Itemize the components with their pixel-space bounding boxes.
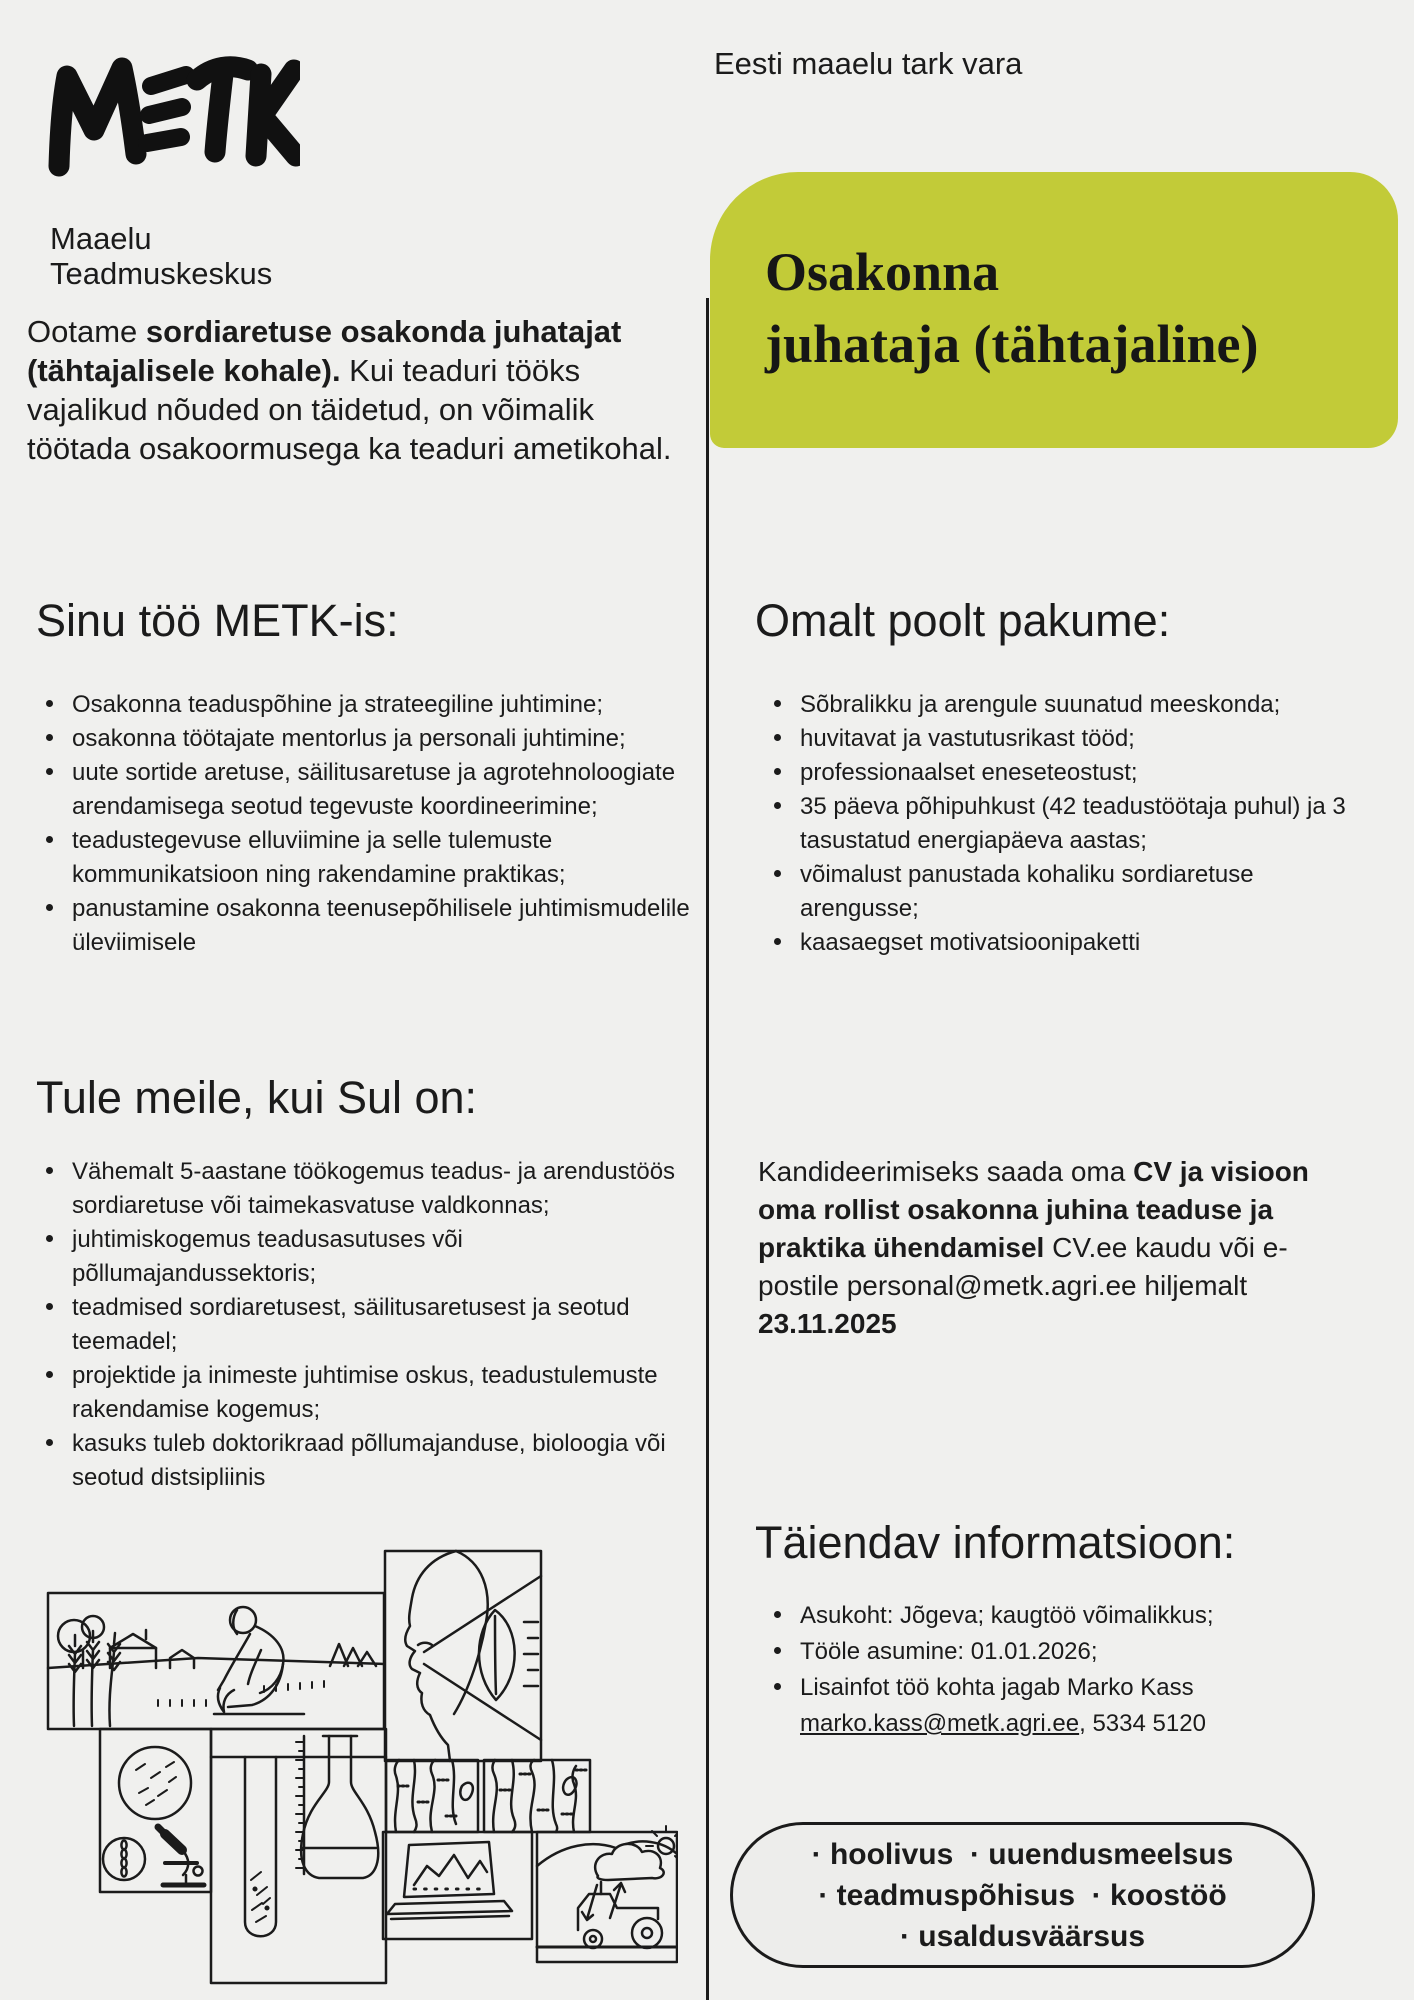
logo-letter-t bbox=[197, 67, 248, 152]
researcher-profile-leaf-panel bbox=[385, 1551, 541, 1761]
tractor-field-panel bbox=[537, 1826, 678, 1962]
logo-subtitle-line2: Teadmuskeskus bbox=[50, 256, 273, 291]
list-item bbox=[772, 1670, 1372, 1742]
list-item: teadmised sordiaretusest, säilitusaretusest ja seotud teemadel; bbox=[44, 1291, 694, 1359]
job-title bbox=[765, 236, 1258, 380]
soil-maps-panel bbox=[386, 1760, 590, 1832]
intro-text-bold: sordiaretuse osakonda juhatajat (tähtajalisele kohale). bbox=[27, 314, 622, 388]
list-item: 35 päeva põhipuhkust (42 teadustöötaja puhul) ja 3 tasustatud energiapäeva aastas; bbox=[772, 790, 1372, 858]
logo-subtitle bbox=[50, 221, 272, 291]
apply-text-middle: CV.ee kaudu või e-postile personal@metk.agri.ee hiljemalt bbox=[758, 1232, 1288, 1301]
intro-text-end: Kui teaduri tööks vajalikud nõuded on täidetud, on võimalik töötada osakoormusega ka teaduri ametikohal. bbox=[27, 353, 672, 466]
apply-paragraph bbox=[758, 1153, 1358, 1343]
field-landscape-panel bbox=[48, 1593, 384, 1729]
apply-text-bold: CV ja visioon oma rollist osakonna juhina teaduse ja praktika ühendamisel bbox=[758, 1156, 1309, 1263]
values-line1: · hoolivus · uuendusmeelsus bbox=[811, 1837, 1234, 1871]
list-item: kaasaegset motivatsioonipaketti bbox=[772, 926, 1372, 960]
additional-info-list bbox=[772, 1598, 1372, 1742]
list-item: kasuks tuleb doktorikraad põllumajanduse, bioloogia või seotud distsipliinis bbox=[44, 1427, 694, 1495]
values-pill bbox=[730, 1822, 1315, 1968]
list-item: huvitavat ja vastutusrikast tööd; bbox=[772, 722, 1372, 756]
cycle-arrows-icon bbox=[582, 1883, 625, 1920]
list-item: võimalust panustada kohaliku sordiaretuse arengusse; bbox=[772, 858, 1372, 926]
values-line2: · teadmuspõhisus · koostöö bbox=[818, 1878, 1227, 1912]
contact-phone: , 5334 5120 bbox=[1079, 1710, 1206, 1737]
column-divider bbox=[706, 298, 709, 2000]
agriculture-research-collage-illustration bbox=[18, 1542, 678, 1992]
your-work-list bbox=[44, 688, 694, 960]
list-item: professionaalset eneseteostust; bbox=[772, 756, 1372, 790]
job-title-line1: Osakonna bbox=[765, 242, 1000, 302]
logo-letter-k bbox=[256, 70, 296, 156]
offer-list bbox=[772, 688, 1372, 960]
logo-subtitle-line1: Maaelu bbox=[50, 221, 152, 256]
list-item: projektide ja inimeste juhtimise oskus, teadustulemuste rakendamise kogemus; bbox=[44, 1359, 694, 1427]
list-item: Sõbralikku ja arengule suunatud meeskonda; bbox=[772, 688, 1372, 722]
section-heading-your-work: Sinu töö METK-is: bbox=[36, 595, 399, 646]
apply-text-start: Kandideerimiseks saada oma bbox=[758, 1156, 1134, 1187]
intro-paragraph bbox=[27, 312, 692, 468]
list-item: Tööle asumine: 01.01.2026; bbox=[772, 1634, 1372, 1670]
list-item: teadustegevuse elluviimine ja selle tulemuste kommunikatsioon ning rakendamine praktikas; bbox=[44, 824, 694, 892]
list-item: Osakonna teaduspõhine ja strateegiline juhtimine; bbox=[44, 688, 694, 722]
microscope-lab-panel bbox=[100, 1729, 211, 1892]
microscope-icon bbox=[158, 1827, 204, 1885]
contact-email-link[interactable]: marko.kass@metk.agri.ee bbox=[800, 1710, 1080, 1737]
list-item: juhtimiskogemus teadusasutuses või põllumajandussektoris; bbox=[44, 1223, 694, 1291]
logo-letter-m bbox=[59, 68, 136, 166]
section-heading-requirements: Tule meile, kui Sul on: bbox=[36, 1072, 478, 1123]
wheat-icon bbox=[87, 1631, 99, 1726]
metk-wordmark-icon bbox=[45, 30, 300, 180]
values-line3: · usaldusväärsus bbox=[899, 1919, 1146, 1953]
test-tube-icon bbox=[245, 1757, 276, 1936]
list-item: panustamine osakonna teenusepõhilisele juhtimismudelile üleviimisele bbox=[44, 892, 694, 960]
section-heading-additional-info: Täiendav informatsioon: bbox=[755, 1517, 1236, 1568]
wheat-icon bbox=[69, 1635, 81, 1726]
list-item: Asukoht: Jõgeva; kaugtöö võimalikkus; bbox=[772, 1598, 1372, 1634]
metk-logo bbox=[45, 30, 300, 180]
logo-letter-e bbox=[147, 75, 186, 143]
contact-text: Lisainfot töö kohta jagab Marko Kass bbox=[800, 1674, 1194, 1701]
intro-text-start: Ootame bbox=[27, 314, 146, 349]
laptop-chart-panel bbox=[383, 1832, 532, 1939]
job-title-line2: juhataja (tähtajaline) bbox=[765, 314, 1259, 374]
tractor-icon bbox=[578, 1882, 662, 1948]
petri-dish-icon bbox=[119, 1747, 191, 1819]
list-item: Vähemalt 5-aastane töökogemus teadus- ja arendustöös sordiaretuse või taimekasvatuse valdkonnas; bbox=[44, 1155, 694, 1223]
test-tube-flask-panel bbox=[211, 1729, 386, 1983]
cloud-icon bbox=[595, 1844, 664, 1880]
apply-deadline: 23.11.2025 bbox=[758, 1308, 897, 1339]
requirements-list bbox=[44, 1155, 694, 1495]
list-item: osakonna töötajate mentorlus ja personali juhtimine; bbox=[44, 722, 694, 756]
list-item: uute sortide aretuse, säilitusaretuse ja agrotehnoloogiate arendamisega seotud tegevuste koordineerimine; bbox=[44, 756, 694, 824]
section-heading-offer: Omalt poolt pakume: bbox=[755, 595, 1171, 646]
brand-tagline: Eesti maaelu tark vara bbox=[714, 46, 1023, 81]
